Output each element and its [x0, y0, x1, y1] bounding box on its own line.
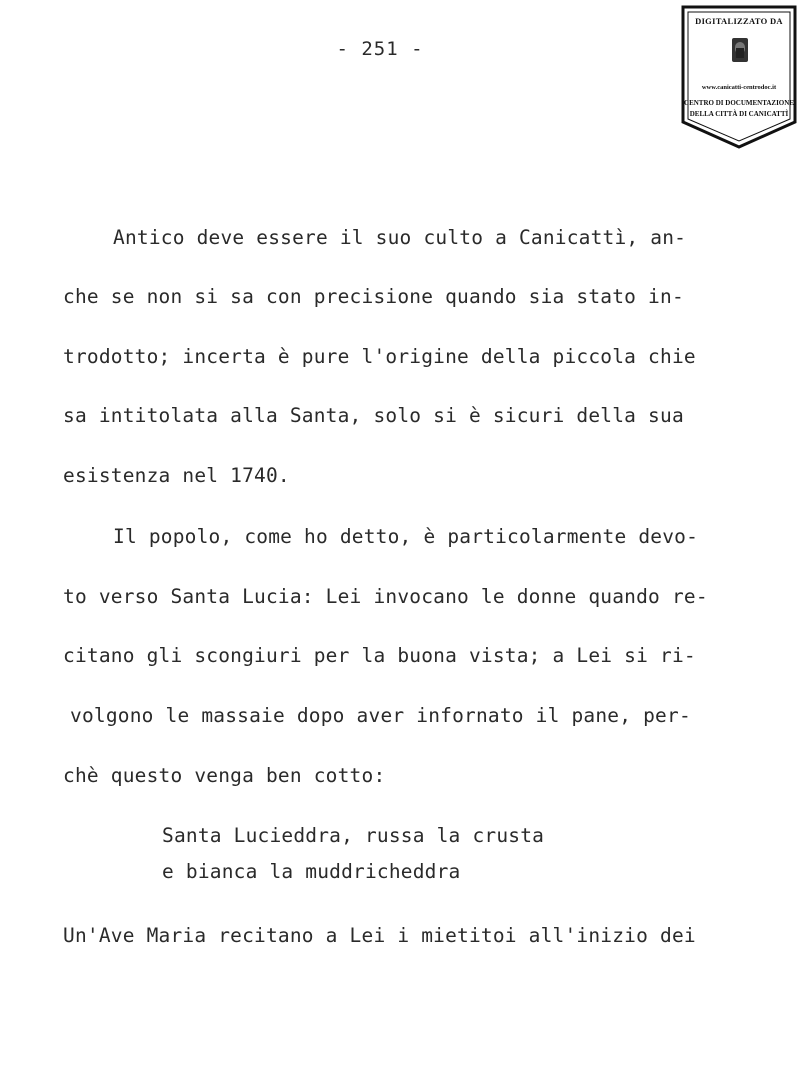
text-line: che se non si sa con precisione quando sia stato in-	[63, 285, 684, 308]
stamp-org-line-1: CENTRO DI DOCUMENTAZIONE	[684, 99, 794, 107]
coat-of-arms-icon	[732, 38, 748, 62]
text-line: sa intitolata alla Santa, solo si è sicuri della sua	[63, 404, 684, 427]
stamp-title: DIGITALIZZATO DA	[695, 16, 783, 26]
text-line: Un'Ave Maria recitano a Lei i mietitoi all'inizio dei	[63, 924, 696, 947]
text-line: chè questo venga ben cotto:	[63, 764, 386, 787]
stamp-organization	[680, 98, 798, 120]
verse-line: Santa Lucieddra, russa la crusta	[162, 824, 545, 847]
text-line: Antico deve essere il suo culto a Canicattì, an-	[113, 226, 687, 249]
text-line: esistenza nel 1740.	[63, 464, 290, 487]
text-line: to verso Santa Lucia: Lei invocano le donne quando re-	[63, 585, 708, 608]
stamp-website: www.canicatti-centrodoc.it	[701, 84, 777, 91]
digitization-stamp	[680, 4, 798, 150]
verse-line: e bianca la muddricheddra	[162, 860, 461, 883]
text-line: trodotto; incerta è pure l'origine della piccola chie	[63, 345, 696, 368]
text-line: citano gli scongiuri per la buona vista; a Lei si ri-	[63, 644, 696, 667]
stamp-org-line-2: DELLA CITTÀ DI CANICATTÌ	[689, 110, 789, 118]
text-line: Il popolo, come ho detto, è particolarmente devo-	[113, 525, 699, 548]
text-line: volgono le massaie dopo aver infornato il pane, per-	[70, 704, 691, 727]
page-number: - 251 -	[336, 38, 424, 60]
